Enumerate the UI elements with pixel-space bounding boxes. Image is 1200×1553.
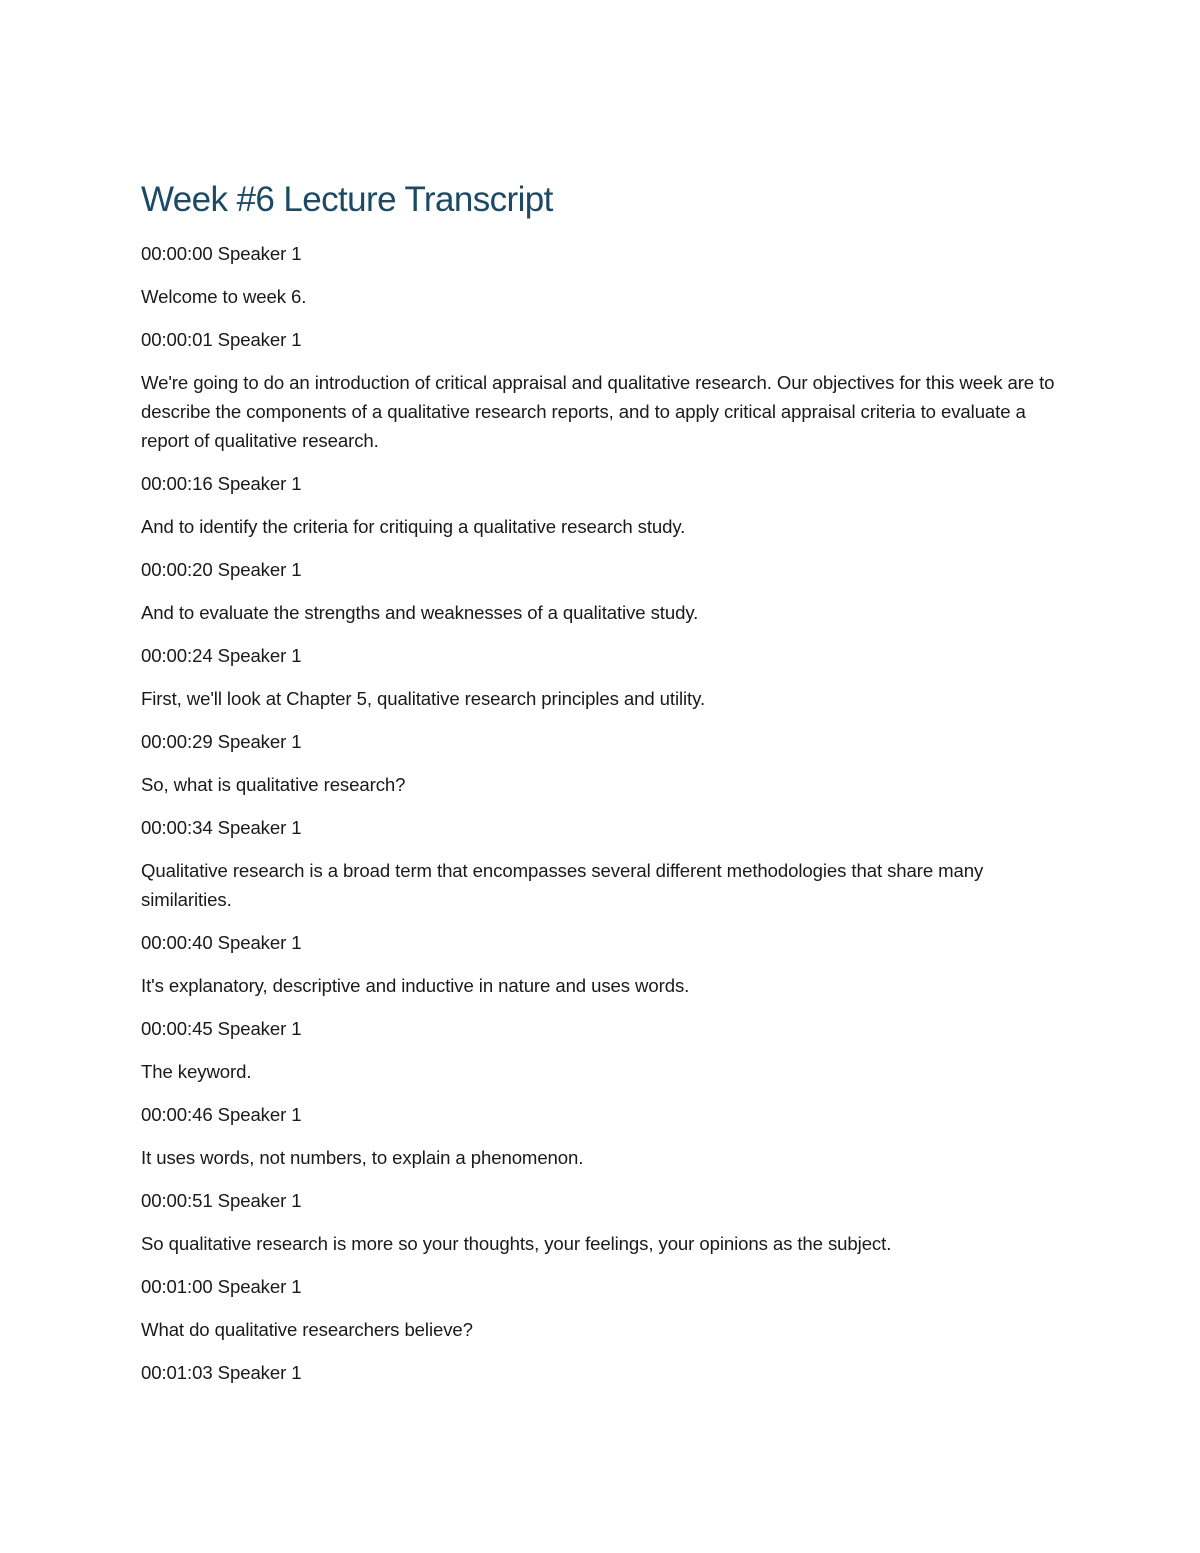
transcript-entry xyxy=(141,727,1061,799)
speaker-label: Speaker 1 xyxy=(217,1104,302,1125)
speaker-label: Speaker 1 xyxy=(217,932,302,953)
speaker-label: Speaker 1 xyxy=(217,1276,302,1297)
utterance-text: First, we'll look at Chapter 5, qualitative research principles and utility. xyxy=(141,688,706,709)
timestamp-line xyxy=(141,555,1061,584)
timestamp-line xyxy=(141,1100,1061,1129)
transcript-entry xyxy=(141,325,1061,455)
speaker-label: Speaker 1 xyxy=(217,817,302,838)
timestamp: 00:00:00 xyxy=(141,243,213,264)
timestamp-line xyxy=(141,469,1061,498)
document-content xyxy=(141,178,1061,1401)
transcript-entry xyxy=(141,469,1061,541)
timestamp: 00:01:03 xyxy=(141,1362,213,1383)
utterance-text: Qualitative research is a broad term that encompasses several different methodologies that share many similarities. xyxy=(141,860,984,910)
speaker-label: Speaker 1 xyxy=(217,1362,302,1383)
speaker-label: Speaker 1 xyxy=(217,645,302,666)
utterance-text: And to evaluate the strengths and weaknesses of a qualitative study. xyxy=(141,602,699,623)
timestamp: 00:00:16 xyxy=(141,473,213,494)
timestamp: 00:00:24 xyxy=(141,645,213,666)
timestamp: 00:00:29 xyxy=(141,731,213,752)
timestamp-line xyxy=(141,1358,1061,1387)
utterance-text: It uses words, not numbers, to explain a phenomenon. xyxy=(141,1147,584,1168)
speaker-label: Speaker 1 xyxy=(217,243,302,264)
utterance-text: It's explanatory, descriptive and inductive in nature and uses words. xyxy=(141,975,690,996)
timestamp: 00:00:01 xyxy=(141,329,213,350)
utterance-text: What do qualitative researchers believe? xyxy=(141,1319,473,1340)
timestamp-line xyxy=(141,1272,1061,1301)
document-title: Week #6 Lecture Transcript xyxy=(141,180,553,219)
utterance-text: So qualitative research is more so your thoughts, your feelings, your opinions as the subject. xyxy=(141,1233,892,1254)
timestamp-line xyxy=(141,641,1061,670)
utterance-text: And to identify the criteria for critiquing a qualitative research study. xyxy=(141,516,686,537)
timestamp: 00:00:20 xyxy=(141,559,213,580)
transcript-entry xyxy=(141,813,1061,914)
transcript-entry xyxy=(141,1100,1061,1172)
timestamp-line xyxy=(141,813,1061,842)
utterance-text: So, what is qualitative research? xyxy=(141,774,406,795)
speaker-label: Speaker 1 xyxy=(217,1018,302,1039)
timestamp: 00:00:46 xyxy=(141,1104,213,1125)
transcript-entry xyxy=(141,641,1061,713)
timestamp: 00:00:45 xyxy=(141,1018,213,1039)
timestamp: 00:00:34 xyxy=(141,817,213,838)
timestamp-line xyxy=(141,1014,1061,1043)
transcript-entry xyxy=(141,555,1061,627)
transcript-entry xyxy=(141,928,1061,1000)
speaker-label: Speaker 1 xyxy=(217,329,302,350)
utterance-text: The keyword. xyxy=(141,1061,252,1082)
transcript-entry xyxy=(141,1186,1061,1258)
transcript-entry xyxy=(141,1358,1061,1387)
speaker-label: Speaker 1 xyxy=(217,473,302,494)
speaker-label: Speaker 1 xyxy=(217,559,302,580)
timestamp-line xyxy=(141,239,1061,268)
timestamp: 00:01:00 xyxy=(141,1276,213,1297)
utterance-text: We're going to do an introduction of critical appraisal and qualitative research. Our objectives for this week are to describe the components of a qualitative research reports, and to apply critical appraisal criteria to evaluate a report of qualitative research. xyxy=(141,372,1055,451)
timestamp: 00:00:40 xyxy=(141,932,213,953)
transcript-entries xyxy=(141,239,1061,1387)
timestamp-line xyxy=(141,325,1061,354)
transcript-entry xyxy=(141,239,1061,311)
timestamp-line xyxy=(141,928,1061,957)
transcript-entry xyxy=(141,1272,1061,1344)
transcript-entry xyxy=(141,1014,1061,1086)
timestamp: 00:00:51 xyxy=(141,1190,213,1211)
speaker-label: Speaker 1 xyxy=(217,731,302,752)
speaker-label: Speaker 1 xyxy=(217,1190,302,1211)
timestamp-line xyxy=(141,1186,1061,1215)
timestamp-line xyxy=(141,727,1061,756)
utterance-text: Welcome to week 6. xyxy=(141,286,307,307)
